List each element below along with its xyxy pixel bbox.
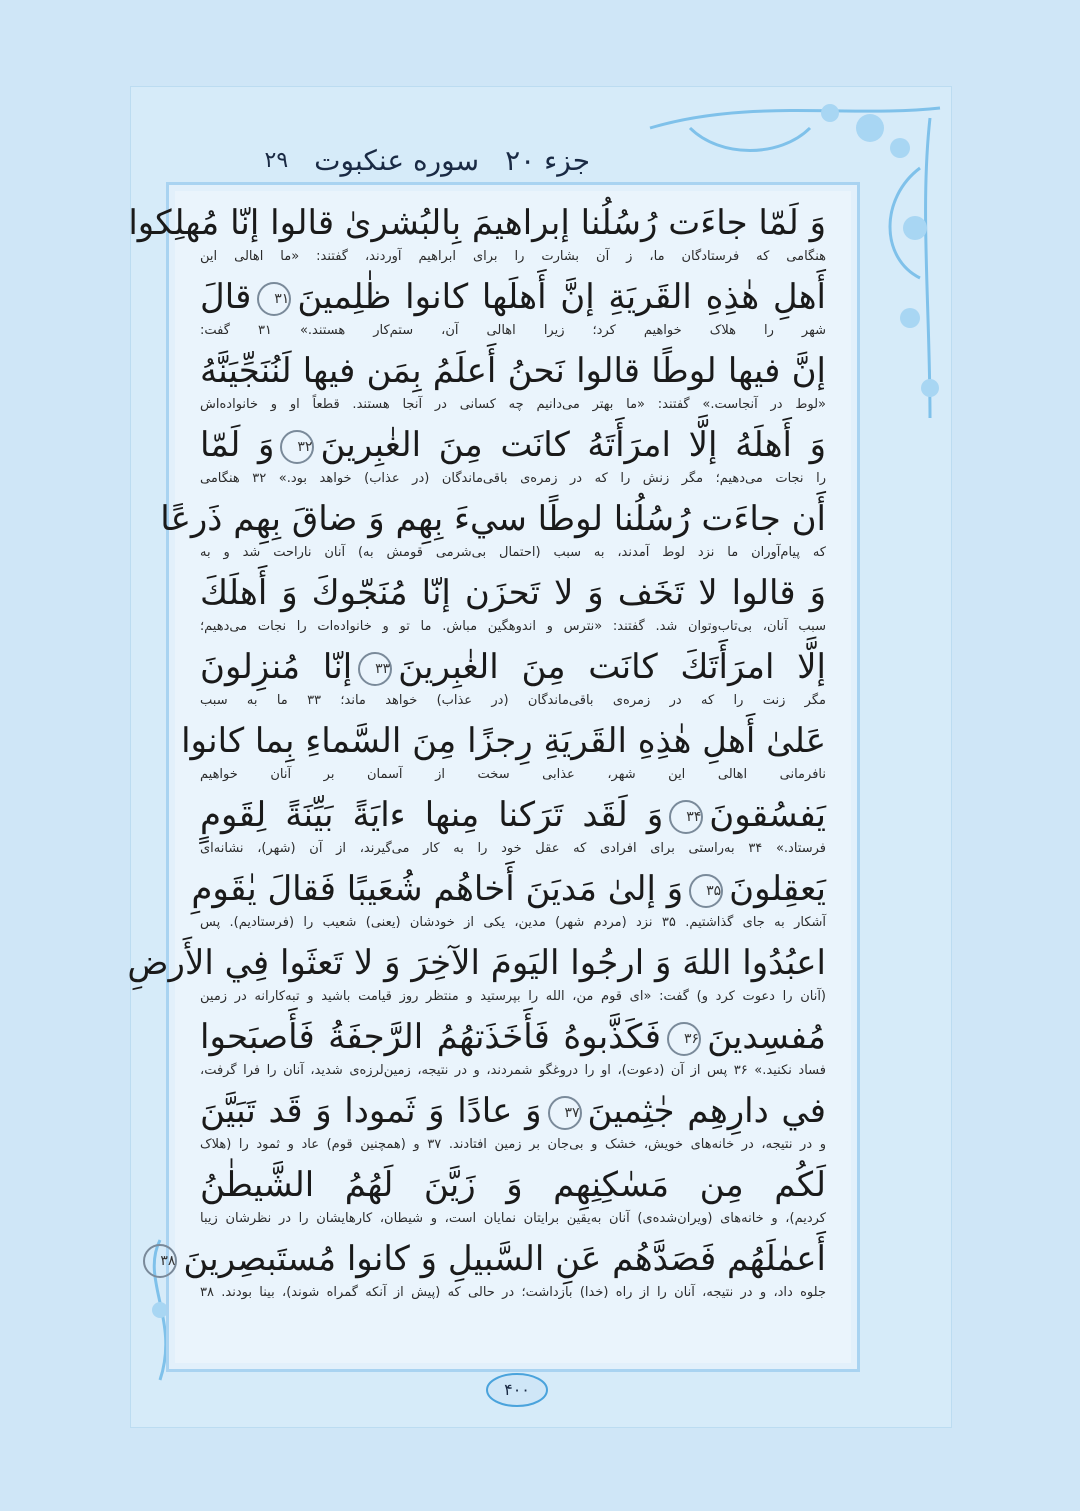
translation-line: کردیم)، و خانه‌های (ویران‌شده‌ی) آنان به‌یقین برایتان نمایان است، و شیطان، کارهایشان را در نظرشان زیبا <box>200 1211 826 1226</box>
ayah-line <box>200 644 826 691</box>
ayah-text: إنَّ فيها لوطًا قالوا نَحنُ أَعلَمُ بِمَن فيها لَنُنَجِّيَنَّهُ <box>200 351 826 391</box>
translation-line: هنگامی که فرستادگان ما، ز آن بشارت را برای ابراهیم آوردند، گفتند: «ما اهالی این <box>200 249 826 264</box>
translation-line: شهر را هلاک خواهیم کرد؛ زیرا اهالی آن، ستم‌کار هستند.» ۳۱ گفت: <box>200 323 826 338</box>
ayah-number-marker: ۳۲ <box>280 430 314 464</box>
translation-line: را نجات می‌دهیم؛ مگر زنش را که در زمره‌ی باقی‌ماندگان (در عذاب) خواهد بود.» ۳۲ هنگامی <box>200 471 826 486</box>
ayah-text: إلَّا امرَأَتَكَ كانَت مِنَ الغٰبِرينَ <box>398 647 826 687</box>
ayah-line <box>200 1014 826 1061</box>
translation-line: و در نتیجه، در خانه‌های خویش، خشک و بی‌جان بر زمین افتادند. ۳۷ و (همچنین قوم) عاد و ثمود را (هلاک <box>200 1137 826 1152</box>
ayah-text: وَ قالوا لا تَخَف وَ لا تَحزَن إنّا مُنَجّوكَ وَ أَهلَكَ <box>200 573 826 613</box>
ayah-text: وَ لَمّا جاءَت رُسُلُنا إبراهيمَ بِالبُشرىٰ قالوا إنّا مُهلِكوا <box>128 203 826 243</box>
ayah-text-continued: قالَ <box>200 277 252 317</box>
page-number: ۴۰۰ <box>504 1380 530 1399</box>
translation-line: فرستاد.» ۳۴ به‌راستی برای افرادی که عقل خود را به کار می‌گیرند، از آن (شهر)، نشانه‌ای <box>200 841 827 856</box>
ayah-text: لَكُم مِن مَسٰكِنِهِم وَ زَيَّنَ لَهُمُ الشَّيطٰنُ <box>200 1165 826 1205</box>
ayah-text: في دارِهِم جٰثِمينَ <box>587 1091 826 1131</box>
translation-line: سبب آنان، بی‌تاب‌وتوان شد. گفتند: «نترس و اندوهگین مباش. ما تو و خانواده‌ات را نجات می‌دهیم؛ <box>200 619 826 634</box>
ayah-number-marker: ۳۳ <box>358 652 392 686</box>
ayah-text: عَلىٰ أَهلِ هٰذِهِ القَريَةِ رِجزًا مِنَ السَّماءِ بِما كانوا <box>181 721 826 761</box>
ayah-text: مُفسِدينَ <box>707 1017 826 1057</box>
ayah-text-continued: إنّا مُنزِلونَ <box>200 647 353 687</box>
translation-line: که پیام‌آوران ما نزد لوط آمدند، به سبب (احتمال بی‌شرمی قومش به) آنان ناراحت شد و به <box>200 545 826 560</box>
ayah-text-continued: فَكَذَّبوهُ فَأَخَذَتهُمُ الرَّجفَةُ فَأَصبَحوا <box>200 1017 662 1057</box>
ayah-text: يَعقِلونَ <box>729 869 826 909</box>
ayah-number-marker: ۳۱ <box>257 282 291 316</box>
ayah-line <box>200 348 826 395</box>
ayah-text: أَهلِ هٰذِهِ القَريَةِ إنَّ أَهلَها كانوا ظٰلِمينَ <box>297 277 826 317</box>
translation-line: فساد نکنید.» ۳۶ پس از آن (دعوت)، او را دروغگو شمردند، و در نتیجه، زمین‌لرزه‌ی شدید، آنان را فرا گرفت، <box>200 1063 826 1078</box>
translation-line: «لوط در آنجاست.» گفتند: «ما بهتر می‌دانیم چه کسانی در آنجا هستند. قطعاً او و خانواده‌اش <box>200 397 826 412</box>
ayah-line <box>200 422 826 469</box>
ayah-number-marker: ۳۴ <box>669 800 703 834</box>
ayah-text: يَفسُقونَ <box>709 795 826 835</box>
ayah-line <box>181 718 826 765</box>
ayah-line <box>200 570 826 617</box>
translation-line: نافرمانی اهالی این شهر، عذابی سخت از آسمان بر آنان خواهیم <box>200 767 826 782</box>
ayah-line <box>160 1236 826 1283</box>
ayah-number-marker: ۳۵ <box>689 874 723 908</box>
ayah-text-continued: وَ لَقَد تَرَكنا مِنها ءايَةً بَيِّنَةً لِقَومٍ <box>200 795 664 835</box>
page-header <box>170 138 590 182</box>
ayah-number-marker: ۳۷ <box>548 1096 582 1130</box>
ayah-line <box>200 1162 826 1209</box>
ayah-line <box>127 940 826 987</box>
page-number-badge <box>482 1370 552 1410</box>
surah-title: سوره عنکبوت <box>314 143 480 177</box>
translation-line: (آنان را دعوت کرد و) گفت: «ای قوم من، الله را بپرستید و منتظر روز قیامت باشید و تبه‌کارانه در زمین <box>200 989 826 1004</box>
ayah-text: اعبُدُوا اللهَ وَ ارجُوا اليَومَ الآخِرَ وَ لا تَعثَوا فِي الأَرضِ <box>127 943 826 983</box>
translation-line: جلوه داد، و در نتیجه، آنان را از راه (خدا) بازداشت؛ در حالی که (پیش از آنکه گمراه شوند)، بینا بودند. ۳۸ <box>200 1285 826 1300</box>
ayah-line <box>128 200 826 247</box>
juz-label: جزء ۲۰ <box>505 143 590 177</box>
ayah-text-continued: وَ لَمّا <box>200 425 275 465</box>
ayah-line <box>200 792 826 839</box>
ayah-line <box>160 496 826 543</box>
translation-line: آشکار به جای گذاشتیم. ۳۵ نزد (مردم شهر) مدین، یکی از خودشان (یعنی) شعیب را (فرستادیم). پس <box>200 915 827 930</box>
ayah-line <box>200 1088 826 1135</box>
ayah-number-marker: ۳۶ <box>667 1022 701 1056</box>
ayah-text-continued: وَ عادًا وَ ثَمودا وَ قَد تَبَيَّنَ <box>200 1091 542 1131</box>
ayah-number-marker: ۳۸ <box>143 1244 177 1278</box>
ayah-line <box>200 274 826 321</box>
ayah-line <box>191 866 826 913</box>
surah-number: ۲۹ <box>264 147 289 173</box>
ayah-text-continued: وَ إلىٰ مَديَنَ أَخاهُم شُعَيبًا فَقالَ يٰقَومِ <box>191 869 684 909</box>
verse-lines <box>127 200 827 1310</box>
ayah-text: وَ أَهلَهُ إلَّا امرَأَتَهُ كانَت مِنَ الغٰبِرينَ <box>320 425 826 465</box>
ayah-text: أَعمٰلَهُم فَصَدَّهُم عَنِ السَّبيلِ وَ كانوا مُستَبصِرينَ <box>183 1239 826 1279</box>
ayah-text: أَن جاءَت رُسُلُنا لوطًا سيءَ بِهِم وَ ضاقَ بِهِم ذَرعًا <box>160 499 826 539</box>
translation-line: مگر زنت را که در زمره‌ی باقی‌ماندگان (در عذاب) خواهد ماند؛ ۳۳ ما به سبب <box>200 693 826 708</box>
